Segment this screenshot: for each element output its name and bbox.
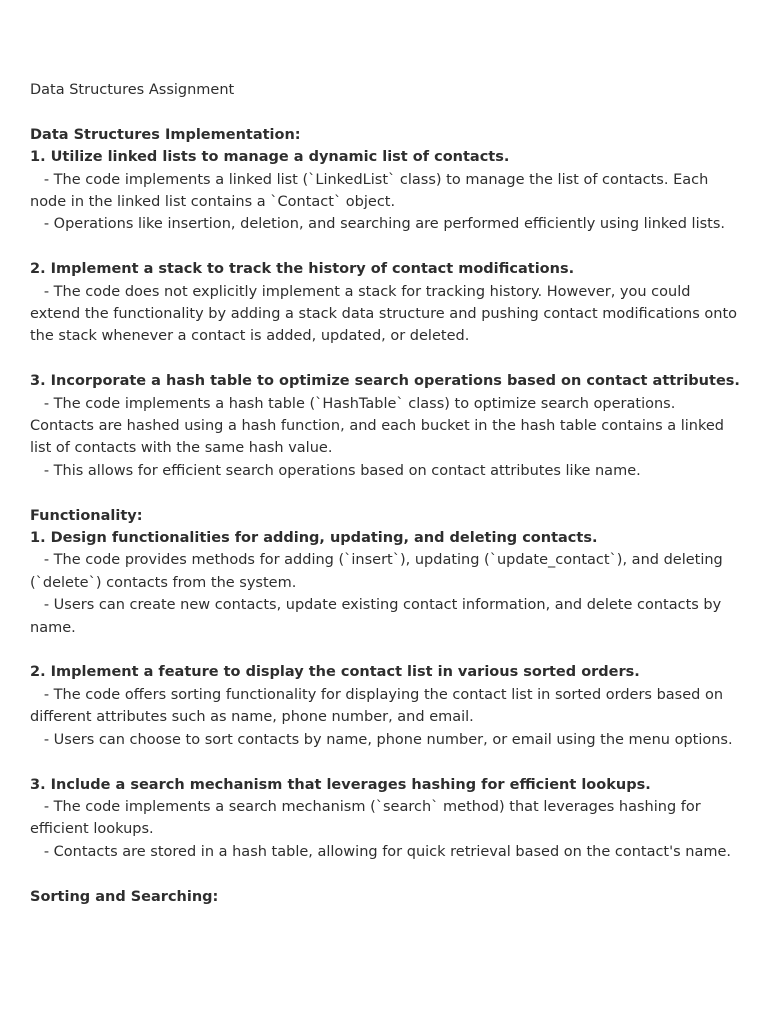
document-title: Data Structures Assignment (30, 82, 235, 98)
item-bullet: - Operations like insertion, deletion, and searching are performed efficiently using linked lists. (30, 216, 726, 233)
item-heading: 1. Utilize linked lists to manage a dynamic list of contacts. (30, 149, 510, 166)
section-heading: Data Structures Implementation: (30, 126, 301, 143)
item-bullet: - The code implements a hash table (`HashTable` class) to optimize search operations. Contacts are hashed using a hash function, and each bucket in the hash table contains a linked list of contacts with the same hash value. (30, 395, 729, 457)
list-item (30, 258, 742, 348)
item-bullet: - Users can choose to sort contacts by name, phone number, or email using the menu options. (30, 731, 733, 748)
document-body (30, 79, 742, 908)
list-item (30, 146, 742, 236)
item-bullet: - Users can create new contacts, update existing contact information, and delete contacts by name. (30, 597, 726, 636)
section-data-structures (30, 124, 742, 482)
item-heading: 2. Implement a feature to display the contact list in various sorted orders. (30, 664, 640, 681)
item-bullet: - Contacts are stored in a hash table, allowing for quick retrieval based on the contact's name. (30, 843, 731, 860)
section-heading: Functionality: (30, 507, 143, 524)
item-bullet: - The code offers sorting functionality for displaying the contact list in sorted orders based on different attributes such as name, phone number, and email. (30, 686, 728, 726)
item-heading: 2. Implement a stack to track the history of contact modifications. (30, 261, 575, 278)
item-bullet: - The code implements a search mechanism (`search` method) that leverages hashing for efficient lookups. (30, 798, 706, 838)
item-bullet: - The code implements a linked list (`LinkedList` class) to manage the list of contacts. Each node in the linked list contains a `Contact` object. (30, 171, 713, 211)
list-item (30, 661, 742, 751)
spacer (30, 863, 742, 885)
list-item (30, 370, 742, 482)
section-functionality (30, 505, 742, 863)
section-sorting-searching (30, 886, 742, 908)
list-item (30, 774, 742, 864)
spacer (30, 236, 742, 258)
item-bullet: - The code provides methods for adding (`insert`), updating (`update_contact`), and deleting (`delete`) contacts from the system. (30, 552, 728, 591)
section-heading: Sorting and Searching: (30, 888, 219, 905)
item-bullet: - This allows for efficient search operations based on contact attributes like name. (30, 462, 641, 479)
spacer (30, 639, 742, 661)
list-item (30, 527, 742, 639)
spacer (30, 751, 742, 773)
item-heading: 3. Incorporate a hash table to optimize search operations based on contact attributes. (30, 373, 740, 390)
item-heading: 1. Design functionalities for adding, updating, and deleting contacts. (30, 530, 598, 547)
spacer (30, 348, 742, 370)
spacer (30, 482, 742, 504)
spacer (30, 101, 742, 123)
item-bullet: - The code does not explicitly implement a stack for tracking history. However, you could extend the functionality by adding a stack data structure and pushing contact modifications onto the stack whenever a contact is added, updated, or deleted. (30, 283, 742, 345)
item-heading: 3. Include a search mechanism that leverages hashing for efficient lookups. (30, 776, 651, 793)
